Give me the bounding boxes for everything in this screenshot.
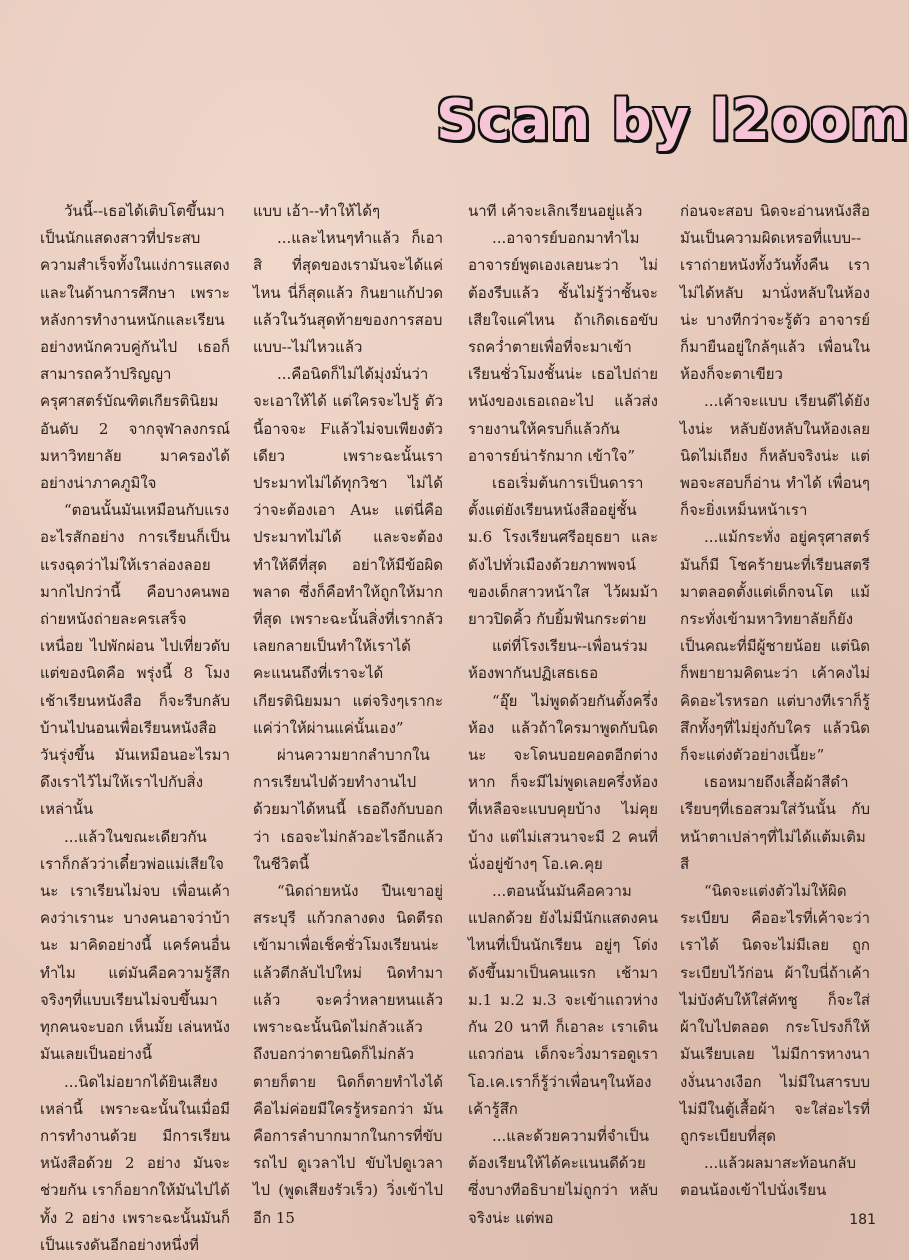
- paragraph: แบบ เอ้า--ทำให้ได้ๆ: [253, 202, 381, 220]
- paragraph: “นิดจะแต่งตัวไม่ให้ผิดระเบียบ คืออะไรที่เค้าจะว่าเราได้ นิดจะไม่มีเลย ถูกระเบียบไว้ก่อน ผ้าใบนี่ถ้าเค้าไม่บังคับให้ใส่คัทชู ก็จะใส่ผ้าใบไปตลอด กระโปรงก็ให้มันเรียบเลย ไม่มีการหางนางงั่นนางเงือก ไม่มีในสารบบ ไม่มีในตู้เสื้อผ้า จะใส่อะไรที่ถูกระเบียบที่สุด: [680, 882, 870, 1145]
- paragraph: ...ตอนนั้นมันคือความแปลกด้วย ยังไม่มีนักแสดงคนไหนที่เป็นนักเรียน อยู่ๆ โด่งดังขึ้นมาเป็นคนแรก เช้ามา ม.1 ม.2 ม.3 จะเข้าแถวห่างกัน 20 นาที ก็เอาละ เราเดินแถวก่อน เด็กจะวิ่งมารอดูเรา โอ.เค.เราก็รู้ว่าเพื่อนๆในห้องเค้ารู้สึก: [468, 882, 658, 1118]
- paragraph: ...เค้าจะแบบ เรียนดีได้ยังไงน่ะ หลับยังหลับในห้องเลย นิดไม่เถียง ก็หลับจริงน่ะ แต่พอจะสอบก็อ่าน ทำได้ เพื่อนๆก็จะยิ่งเหม็นหน้าเรา: [680, 392, 870, 520]
- paragraph: วันนี้--เธอได้เติบโตขึ้นมาเป็นนักแสดงสาวที่ประสบความสำเร็จทั้งในแง่การแสดง และในด้านการศึกษา เพราะหลังการทำงานหนักและเรียนอย่างหนักควบคู่กันไป เธอก็สามารถคว้าปริญญาครุศาสตร์บัณฑิตเกียรตินิยมอันดับ 2 จากจุฬาลงกรณ์มหาวิทยาลัย มาครองได้อย่างน่าภาคภูมิใจ: [40, 202, 230, 493]
- paragraph: “นิดถ่ายหนัง ปืนเขาอยู่สระบุรี แก้วกลางดง นิดตีรถเข้ามาเพื่อเช็คชั่วโมงเรียนน่ะ แล้วตีกลับไปใหม่ นิดทำมาแล้ว จะคว่ำหลายหนแล้ว เพราะฉะนั้นนิดไม่กลัวแล้ว ถึงบอกว่าตายนิดก็ไม่กลัว ตายก็ตาย นิดก็ตายทำไงได้ คือไม่ค่อยมีใครรู้หรอกว่า มันคือการลำบากมากในการที่ขับรถไป ดูเวลาไป ขับไปดูเวลาไป (พูดเสียงรัวเร็ว) วิ่งเข้าไปอีก 15: [253, 882, 443, 1227]
- paragraph: ...และไหนๆทำแล้ว ก็เอาสิ ที่สุดของเรามันจะได้แค่ไหน นี่ก็สุดแล้ว กินยาแก้ปวดแล้วในวันสุดท้ายของการสอบ แบบ--ไม่ไหวแล้ว: [253, 229, 443, 357]
- paragraph: ...แล้วผลมาสะท้อนกลับตอนน้องเข้าไปนั่งเรียน: [680, 1154, 857, 1200]
- article-column-3: [468, 198, 658, 1227]
- paragraph: “ตอนนั้นมันเหมือนกับแรงอะไรสักอย่าง การเรียนก็เป็นแรงฉุดว่าไม่ให้เราล่องลอยมากไปกว่านี้ คือบางคนพอถ่ายหนังถ่ายละครเสร็จ เหนื่อย ไปพักผ่อน ไปเที่ยวดับ แต่ของนิดคือ พรุ่งนี้ 8 โมงเช้าเรียนหนังสือ ก็จะรีบกลับบ้านไปนอนเพื่อเรียนหนังสือวันรุ่งขึ้น มันเหมือนอะไรมาดึงเราไว้ไม่ให้เราไปกับสิ่งเหล่านั้น: [40, 501, 230, 819]
- article-column-4: [680, 198, 870, 1208]
- page-number: 181: [849, 1212, 876, 1228]
- article-column-2: [253, 198, 443, 1227]
- paragraph: เธอเริ่มต้นการเป็นดาราตั้งแต่ยังเรียนหนังสืออยู่ชั้น ม.6 โรงเรียนศรีอยุธยา และดังไปทั่วเมืองด้วยภาพพจน์ของเด็กสาวหน้าใส ไว้ผมม้ายาวปิดคิ้ว กับยิ้มฟันกระต่าย: [468, 474, 658, 629]
- paragraph: ผ่านความยากลำบากในการเรียนไปด้วยทำงานไปด้วยมาได้หนนี้ เธอถึงกับบอกว่า เธอจะไม่กลัวอะไรอีกแล้วในชีวิตนี้: [253, 746, 443, 873]
- paragraph: นาที เค้าจะเลิกเรียนอยู่แล้ว: [468, 202, 643, 220]
- paragraph: ...และด้วยความที่จำเป็นต้องเรียนให้ได้คะแนนดีด้วย ซึ่งบางทีอธิบายไม่ถูกว่า หลับจริงน่ะ แต่พอ: [468, 1126, 658, 1227]
- paragraph: “อุ๊ย ไม่พูดด้วยกันตั้งครึ่งห้อง แล้วถ้าใครมาพูดกับนิดนะ จะโดนบอยคอตอีกต่างหาก ก็จะมีไม่พูดเลยครึ่งห้อง ที่เหลือจะแบบคุยบ้าง ไม่คุยบ้าง แต่ไม่เสวนาจะมี 2 คนที่นั่งอยู่ข้างๆ โอ.เค.คุย: [468, 691, 658, 873]
- paragraph: เธอหมายถึงเสื้อผ้าสีดำเรียบๆที่เธอสวมใส่วันนั้น กับหน้าตาเปล่าๆที่ไม่ได้แต้มเติมสี: [680, 773, 870, 873]
- paragraph: ก่อนจะสอบ นิดจะอ่านหนังสือ มันเป็นความผิดเหรอที่แบบ--เราถ่ายหนังทั้งวันทั้งคืน เราไม่ได้หลับ มานั่งหลับในห้องน่ะ บางทีกว่าจะรู้ตัว อาจารย์ก็มายืนอยู่ใกล้ๆแล้ว เพื่อนในห้องก็จะตาเขียว: [680, 202, 870, 384]
- paragraph: ...คือนิดก็ไม่ได้มุ่งมั่นว่าจะเอาให้ได้ แต่ใครจะไปรู้ ตัวนี้อาจจะ Fแล้วไม่จบเพียงตัวเดียว เพราะฉะนั้นเราประมาทไม่ได้ทุกวิชา ไม่ได้ว่าจะต้องเอา Aนะ แต่นี่คือประมาทไม่ได้ และจะต้องทำให้ดีที่สุด อย่าให้มีข้อผิดพลาด ซึ่งก็คือทำให้ถูกให้มากที่สุด เพราะฉะนั้นสิ่งที่เรากลัว เลยกลายเป็นทำให้เราได้คะแนนถึงที่เราจะได้เกียรตินิยมมา แต่จริงๆเรากะแค่ว่าให้ผ่านแค่นั้นเอง”: [253, 365, 443, 737]
- paragraph: ...นิดไม่อยากได้ยินเสียงเหล่านี้ เพราะฉะนั้นในเมื่อมีการทำงานด้วย มีการเรียนหนังสือด้วย 2 อย่าง มันจะช่วยกัน เราก็อยากให้มันไปได้ทั้ง 2 อย่าง เพราะฉะนั้นมันก็เป็นแรงดันอีกอย่างหนึ่งที่: [40, 1072, 230, 1254]
- article-column-1: [40, 198, 230, 1254]
- paragraph: ...แม้กระทั่ง อยู่ครุศาสตร์มันก็มี โชคร้ายนะที่เรียนสตรีมาตลอดตั้งแต่เด็กจนโต แม้กระทั่งเข้ามหาวิทยาลัยก็ยังเป็นคณะที่มีผู้ชายน้อย แต่นิดก็พยายามคิดนะว่า เค้าคงไม่คิดอะไรหรอก แต่บางทีเราก็รู้สึกทั้งๆที่ไม่ยุ่งกับใคร แล้วนิดก็จะแต่งตัวอย่างเนี้ยะ”: [680, 528, 870, 765]
- scan-banner: Scan by l2oom: [436, 88, 909, 153]
- paragraph: แต่ที่โรงเรียน--เพื่อนร่วมห้องพากันปฏิเสธเธอ: [468, 637, 648, 683]
- paragraph: ...แล้วในขณะเดียวกัน เราก็กลัวว่าเดี๋ยวพ่อแม่เสียใจนะ เราเรียนไม่จบ เพื่อนเค้าคงว่าเรานะ บางคนอาจว่าบ้านะ มาคิดอย่างนี้ แคร์คนอื่นทำไม แต่มันคือความรู้สึกจริงๆที่แบบเรียนไม่จบขึ้นมาทุกคนจะบอก เห็นมั้ย เล่นหนัง มันเลยเป็นอย่างนี้: [40, 827, 230, 1064]
- paragraph: ...อาจารย์บอกมาทำไมอาจารย์พูดเองเลยนะว่า ไม่ต้องรีบแล้ว ชั้นไม่รู้ว่าชั้นจะเสียใจแค่ไหน ถ้าเกิดเธอขับรถคว่ำตายเพื่อที่จะมาเข้าเรียนชั่วโมงชั้นน่ะ เธอไปถ่ายหนังของเธอเถอะไป แล้วส่งรายงานให้ครบก็แล้วกัน อาจารย์น่ารักมาก เข้าใจ”: [468, 229, 658, 465]
